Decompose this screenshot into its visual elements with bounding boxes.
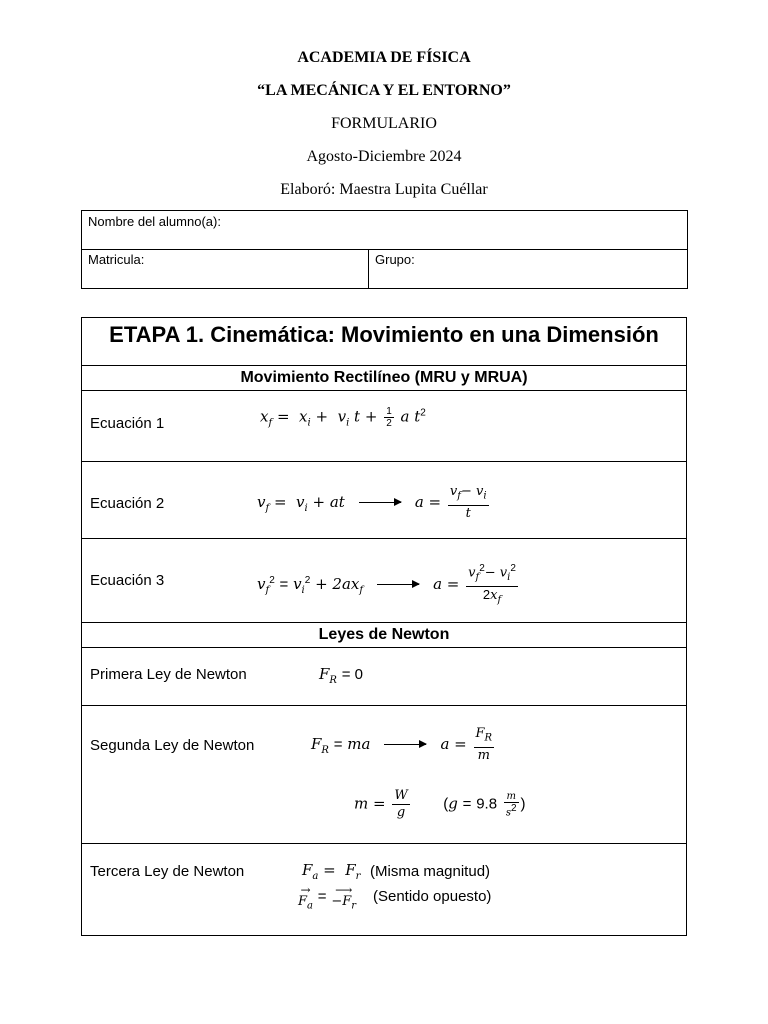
student-info-table: [81, 210, 688, 289]
group-label: Grupo:: [375, 252, 415, 267]
divider: [82, 538, 686, 539]
arrow-icon: [384, 744, 426, 745]
second-law-formula: $F_R$ = ma a = $\frac{F_R}{m}$: [311, 726, 493, 763]
program-title: “LA MECÁNICA Y EL ENTORNO”: [257, 82, 511, 99]
second-law-label: Segunda Ley de Newton: [90, 737, 255, 754]
equation-3-label: Ecuación 3: [90, 572, 165, 589]
third-law-formula-1: $F_a = F_r$: [302, 861, 361, 882]
newton-section-title: Leyes de Newton: [318, 626, 450, 643]
student-name-label: Nombre del alumno(a):: [88, 214, 221, 229]
equation-3-formula: $v_f^2 = v_i^2 + 2ax_f$ a = $\frac{v_f^2- v_i^2}{2x_f}$: [257, 563, 516, 606]
academy-title: ACADEMIA DE FÍSICA: [297, 49, 471, 66]
divider: [82, 843, 686, 844]
divider: [82, 249, 687, 250]
first-law-formula: $F_R = 0$: [319, 665, 364, 686]
mass-formula: m = $\frac{W}{g}$ (g = 9.8 $\frac{m}{s^2}$ ): [354, 788, 526, 820]
third-law-label: Tercera Ley de Newton: [90, 863, 245, 880]
divider: [368, 249, 369, 289]
stage-title: ETAPA 1. Cinemática: Movimiento en una Dimensión: [109, 322, 659, 347]
equation-1-formula: $x_f = x_i + v_i$ t + $\frac{1}{2}$ a $t^2$: [260, 406, 426, 429]
divider: [82, 622, 686, 623]
period: Agosto-Diciembre 2024: [306, 148, 462, 165]
student-id-label: Matricula:: [88, 252, 145, 267]
divider: [82, 647, 686, 648]
first-law-label: Primera Ley de Newton: [90, 666, 247, 683]
gravity-value: 9.8: [476, 795, 498, 813]
divider: [82, 390, 686, 391]
third-law-formula-2: → $F_a$ = ⟶ $-F_r$: [298, 883, 357, 912]
equation-2-formula: $v_f = v_i$ + at a = $\frac{v_f- v_i}{t}$: [257, 484, 487, 521]
formula-table: [81, 317, 687, 936]
equation-1-label: Ecuación 1: [90, 415, 165, 432]
arrow-icon: [377, 584, 419, 585]
third-law-note-magnitude: (Misma magnitud): [370, 863, 491, 880]
divider: [82, 705, 686, 706]
document-type: FORMULARIO: [331, 115, 437, 132]
author: Elaboró: Maestra Lupita Cuéllar: [280, 181, 488, 198]
third-law-note-direction: (Sentido opuesto): [373, 888, 492, 905]
divider: [82, 461, 686, 462]
arrow-icon: [359, 502, 401, 503]
equation-2-label: Ecuación 2: [90, 495, 165, 512]
mru-section-title: Movimiento Rectilíneo (MRU y MRUA): [240, 369, 528, 386]
divider: [82, 365, 686, 366]
